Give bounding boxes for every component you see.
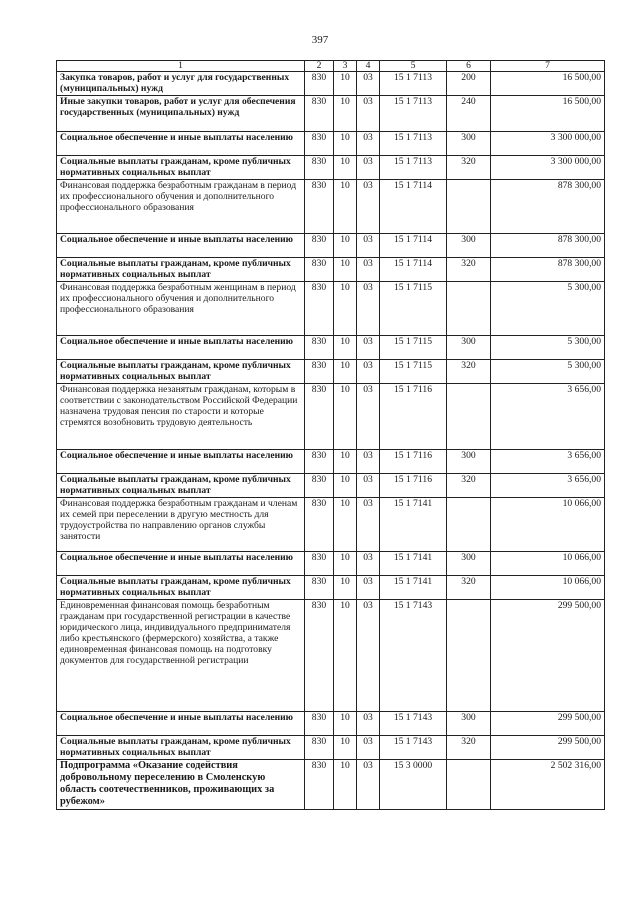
row-name-cell: Социальные выплаты гражданам, кроме публичных нормативных социальных выплат bbox=[57, 474, 305, 498]
subsection-code-cell: 03 bbox=[357, 180, 380, 234]
row-name-cell: Социальное обеспечение и иные выплаты населению bbox=[57, 712, 305, 736]
ministry-code-cell: 830 bbox=[305, 180, 334, 234]
amount-cell: 16 500,00 bbox=[491, 72, 605, 96]
section-code-cell: 10 bbox=[334, 760, 357, 810]
column-header: 4 bbox=[357, 61, 380, 72]
row-name-cell: Социальное обеспечение и иные выплаты населению bbox=[57, 336, 305, 360]
row-name-cell: Социальные выплаты гражданам, кроме публичных нормативных социальных выплат bbox=[57, 576, 305, 600]
ministry-code-cell: 830 bbox=[305, 258, 334, 282]
expense-type-cell: 320 bbox=[447, 360, 491, 384]
section-code-cell: 10 bbox=[334, 234, 357, 258]
expense-type-cell bbox=[447, 384, 491, 450]
subsection-code-cell: 03 bbox=[357, 282, 380, 336]
header-row bbox=[57, 61, 605, 72]
amount-cell: 10 066,00 bbox=[491, 552, 605, 576]
table-row bbox=[57, 180, 605, 234]
amount-cell: 2 502 316,00 bbox=[491, 760, 605, 810]
section-code-cell: 10 bbox=[334, 360, 357, 384]
expense-type-cell bbox=[447, 282, 491, 336]
table-row bbox=[57, 576, 605, 600]
section-code-cell: 10 bbox=[334, 156, 357, 180]
subsection-code-cell: 03 bbox=[357, 712, 380, 736]
expense-type-cell: 320 bbox=[447, 156, 491, 180]
row-name-cell: Социальные выплаты гражданам, кроме публичных нормативных социальных выплат bbox=[57, 258, 305, 282]
expense-type-cell: 200 bbox=[447, 72, 491, 96]
page-number: 397 bbox=[311, 34, 329, 46]
table-row bbox=[57, 474, 605, 498]
expense-type-cell: 320 bbox=[447, 736, 491, 760]
subsection-code-cell: 03 bbox=[357, 132, 380, 156]
subsection-code-cell: 03 bbox=[357, 360, 380, 384]
table-row bbox=[57, 234, 605, 258]
row-name-cell: Финансовая поддержка безработным гражданам в период их профессионального обучения и дополнительного профессионального образования bbox=[57, 180, 305, 234]
ministry-code-cell: 830 bbox=[305, 234, 334, 258]
amount-cell: 16 500,00 bbox=[491, 96, 605, 132]
target-article-cell: 15 1 7141 bbox=[380, 576, 447, 600]
table-row bbox=[57, 132, 605, 156]
ministry-code-cell: 830 bbox=[305, 712, 334, 736]
ministry-code-cell: 830 bbox=[305, 474, 334, 498]
subsection-code-cell: 03 bbox=[357, 474, 380, 498]
ministry-code-cell: 830 bbox=[305, 498, 334, 552]
target-article-cell: 15 1 7116 bbox=[380, 384, 447, 450]
row-name-cell: Социальное обеспечение и иные выплаты населению bbox=[57, 234, 305, 258]
section-code-cell: 10 bbox=[334, 336, 357, 360]
table-row bbox=[57, 384, 605, 450]
section-code-cell: 10 bbox=[334, 180, 357, 234]
expense-type-cell: 300 bbox=[447, 450, 491, 474]
column-header: 7 bbox=[491, 61, 605, 72]
budget-table bbox=[56, 60, 605, 810]
section-code-cell: 10 bbox=[334, 72, 357, 96]
target-article-cell: 15 1 7114 bbox=[380, 258, 447, 282]
amount-cell: 10 066,00 bbox=[491, 576, 605, 600]
section-code-cell: 10 bbox=[334, 712, 357, 736]
expense-type-cell bbox=[447, 760, 491, 810]
amount-cell: 3 300 000,00 bbox=[491, 156, 605, 180]
amount-cell: 5 300,00 bbox=[491, 282, 605, 336]
section-code-cell: 10 bbox=[334, 576, 357, 600]
table-row bbox=[57, 258, 605, 282]
ministry-code-cell: 830 bbox=[305, 360, 334, 384]
target-article-cell: 15 1 7143 bbox=[380, 736, 447, 760]
section-code-cell: 10 bbox=[334, 736, 357, 760]
table-row bbox=[57, 282, 605, 336]
ministry-code-cell: 830 bbox=[305, 450, 334, 474]
column-header: 6 bbox=[447, 61, 491, 72]
section-code-cell: 10 bbox=[334, 552, 357, 576]
subsection-code-cell: 03 bbox=[357, 498, 380, 552]
table-row bbox=[57, 336, 605, 360]
amount-cell: 878 300,00 bbox=[491, 258, 605, 282]
subsection-code-cell: 03 bbox=[357, 336, 380, 360]
subsection-code-cell: 03 bbox=[357, 72, 380, 96]
amount-cell: 878 300,00 bbox=[491, 180, 605, 234]
budget-table-sheet bbox=[56, 60, 604, 810]
target-article-cell: 15 1 7115 bbox=[380, 360, 447, 384]
section-code-cell: 10 bbox=[334, 384, 357, 450]
expense-type-cell: 300 bbox=[447, 712, 491, 736]
row-name-cell: Финансовая поддержка безработным женщинам в период их профессионального обучения и дополнительного профессионального образования bbox=[57, 282, 305, 336]
expense-type-cell: 240 bbox=[447, 96, 491, 132]
ministry-code-cell: 830 bbox=[305, 282, 334, 336]
expense-type-cell: 300 bbox=[447, 336, 491, 360]
ministry-code-cell: 830 bbox=[305, 96, 334, 132]
row-name-cell: Социальное обеспечение и иные выплаты населению bbox=[57, 552, 305, 576]
amount-cell: 299 500,00 bbox=[491, 712, 605, 736]
amount-cell: 3 656,00 bbox=[491, 384, 605, 450]
amount-cell: 299 500,00 bbox=[491, 736, 605, 760]
amount-cell: 3 656,00 bbox=[491, 474, 605, 498]
row-name-cell: Социальные выплаты гражданам, кроме публичных нормативных социальных выплат bbox=[57, 156, 305, 180]
section-code-cell: 10 bbox=[334, 498, 357, 552]
column-header: 1 bbox=[57, 61, 305, 72]
table-body bbox=[57, 72, 605, 810]
amount-cell: 299 500,00 bbox=[491, 600, 605, 712]
expense-type-cell: 320 bbox=[447, 474, 491, 498]
subsection-code-cell: 03 bbox=[357, 156, 380, 180]
column-header: 2 bbox=[305, 61, 334, 72]
row-name-cell: Иные закупки товаров, работ и услуг для обеспечения государственных (муниципальных) нужд bbox=[57, 96, 305, 132]
row-name-cell: Социальные выплаты гражданам, кроме публичных нормативных социальных выплат bbox=[57, 736, 305, 760]
table-row bbox=[57, 736, 605, 760]
expense-type-cell: 300 bbox=[447, 234, 491, 258]
subsection-code-cell: 03 bbox=[357, 96, 380, 132]
table-row bbox=[57, 156, 605, 180]
expense-type-cell bbox=[447, 180, 491, 234]
ministry-code-cell: 830 bbox=[305, 384, 334, 450]
target-article-cell: 15 1 7116 bbox=[380, 450, 447, 474]
amount-cell: 3 656,00 bbox=[491, 450, 605, 474]
expense-type-cell bbox=[447, 498, 491, 552]
target-article-cell: 15 1 7116 bbox=[380, 474, 447, 498]
ministry-code-cell: 830 bbox=[305, 336, 334, 360]
subsection-code-cell: 03 bbox=[357, 450, 380, 474]
section-code-cell: 10 bbox=[334, 474, 357, 498]
expense-type-cell: 300 bbox=[447, 552, 491, 576]
target-article-cell: 15 1 7113 bbox=[380, 132, 447, 156]
target-article-cell: 15 1 7114 bbox=[380, 180, 447, 234]
expense-type-cell: 320 bbox=[447, 258, 491, 282]
ministry-code-cell: 830 bbox=[305, 156, 334, 180]
table-row bbox=[57, 712, 605, 736]
amount-cell: 5 300,00 bbox=[491, 336, 605, 360]
ministry-code-cell: 830 bbox=[305, 132, 334, 156]
target-article-cell: 15 3 0000 bbox=[380, 760, 447, 810]
target-article-cell: 15 1 7113 bbox=[380, 96, 447, 132]
column-header: 5 bbox=[380, 61, 447, 72]
subsection-code-cell: 03 bbox=[357, 600, 380, 712]
expense-type-cell bbox=[447, 600, 491, 712]
row-name-cell: Финансовая поддержка незанятым гражданам, которым в соответствии с законодательством Российской Федерации назначена трудовая пенсия по старости и которые стремятся возобновить трудовую деятельность bbox=[57, 384, 305, 450]
target-article-cell: 15 1 7141 bbox=[380, 498, 447, 552]
table-row bbox=[57, 96, 605, 132]
target-article-cell: 15 1 7113 bbox=[380, 72, 447, 96]
row-name-cell: Социальное обеспечение и иные выплаты населению bbox=[57, 450, 305, 474]
row-name-cell: Финансовая поддержка безработным гражданам и членам их семей при переселении в другую местность для трудоустройства по направлению органов службы занятости bbox=[57, 498, 305, 552]
target-article-cell: 15 1 7141 bbox=[380, 552, 447, 576]
ministry-code-cell: 830 bbox=[305, 552, 334, 576]
target-article-cell: 15 1 7114 bbox=[380, 234, 447, 258]
amount-cell: 3 300 000,00 bbox=[491, 132, 605, 156]
expense-type-cell: 300 bbox=[447, 132, 491, 156]
section-code-cell: 10 bbox=[334, 132, 357, 156]
expense-type-cell: 320 bbox=[447, 576, 491, 600]
ministry-code-cell: 830 bbox=[305, 600, 334, 712]
table-row bbox=[57, 72, 605, 96]
subsection-code-cell: 03 bbox=[357, 760, 380, 810]
table-row bbox=[57, 360, 605, 384]
amount-cell: 5 300,00 bbox=[491, 360, 605, 384]
amount-cell: 10 066,00 bbox=[491, 498, 605, 552]
section-code-cell: 10 bbox=[334, 282, 357, 336]
amount-cell: 878 300,00 bbox=[491, 234, 605, 258]
table-row bbox=[57, 498, 605, 552]
section-code-cell: 10 bbox=[334, 600, 357, 712]
section-code-cell: 10 bbox=[334, 258, 357, 282]
target-article-cell: 15 1 7143 bbox=[380, 600, 447, 712]
row-name-cell: Единовременная финансовая помощь безработным гражданам при государственной регистрации в качестве юридического лица, индивидуального предпринимателя либо крестьянского (фермерского) хозяйства, а также единовременная финансовая помощь на подготовку документов для государственной регистрации bbox=[57, 600, 305, 712]
subsection-code-cell: 03 bbox=[357, 552, 380, 576]
subsection-code-cell: 03 bbox=[357, 576, 380, 600]
section-code-cell: 10 bbox=[334, 450, 357, 474]
ministry-code-cell: 830 bbox=[305, 576, 334, 600]
section-code-cell: 10 bbox=[334, 96, 357, 132]
column-header: 3 bbox=[334, 61, 357, 72]
ministry-code-cell: 830 bbox=[305, 736, 334, 760]
row-name-cell: Подпрограмма «Оказание содействия добровольному переселению в Смоленскую область соотечественников, проживающих за рубежом» bbox=[57, 760, 305, 810]
table-row bbox=[57, 760, 605, 810]
table-row bbox=[57, 552, 605, 576]
table-row bbox=[57, 600, 605, 712]
target-article-cell: 15 1 7115 bbox=[380, 282, 447, 336]
target-article-cell: 15 1 7113 bbox=[380, 156, 447, 180]
row-name-cell: Социальное обеспечение и иные выплаты населению bbox=[57, 132, 305, 156]
row-name-cell: Закупка товаров, работ и услуг для государственных (муниципальных) нужд bbox=[57, 72, 305, 96]
table-row bbox=[57, 450, 605, 474]
row-name-cell: Социальные выплаты гражданам, кроме публичных нормативных социальных выплат bbox=[57, 360, 305, 384]
ministry-code-cell: 830 bbox=[305, 760, 334, 810]
subsection-code-cell: 03 bbox=[357, 384, 380, 450]
subsection-code-cell: 03 bbox=[357, 258, 380, 282]
subsection-code-cell: 03 bbox=[357, 736, 380, 760]
target-article-cell: 15 1 7143 bbox=[380, 712, 447, 736]
target-article-cell: 15 1 7115 bbox=[380, 336, 447, 360]
ministry-code-cell: 830 bbox=[305, 72, 334, 96]
subsection-code-cell: 03 bbox=[357, 234, 380, 258]
